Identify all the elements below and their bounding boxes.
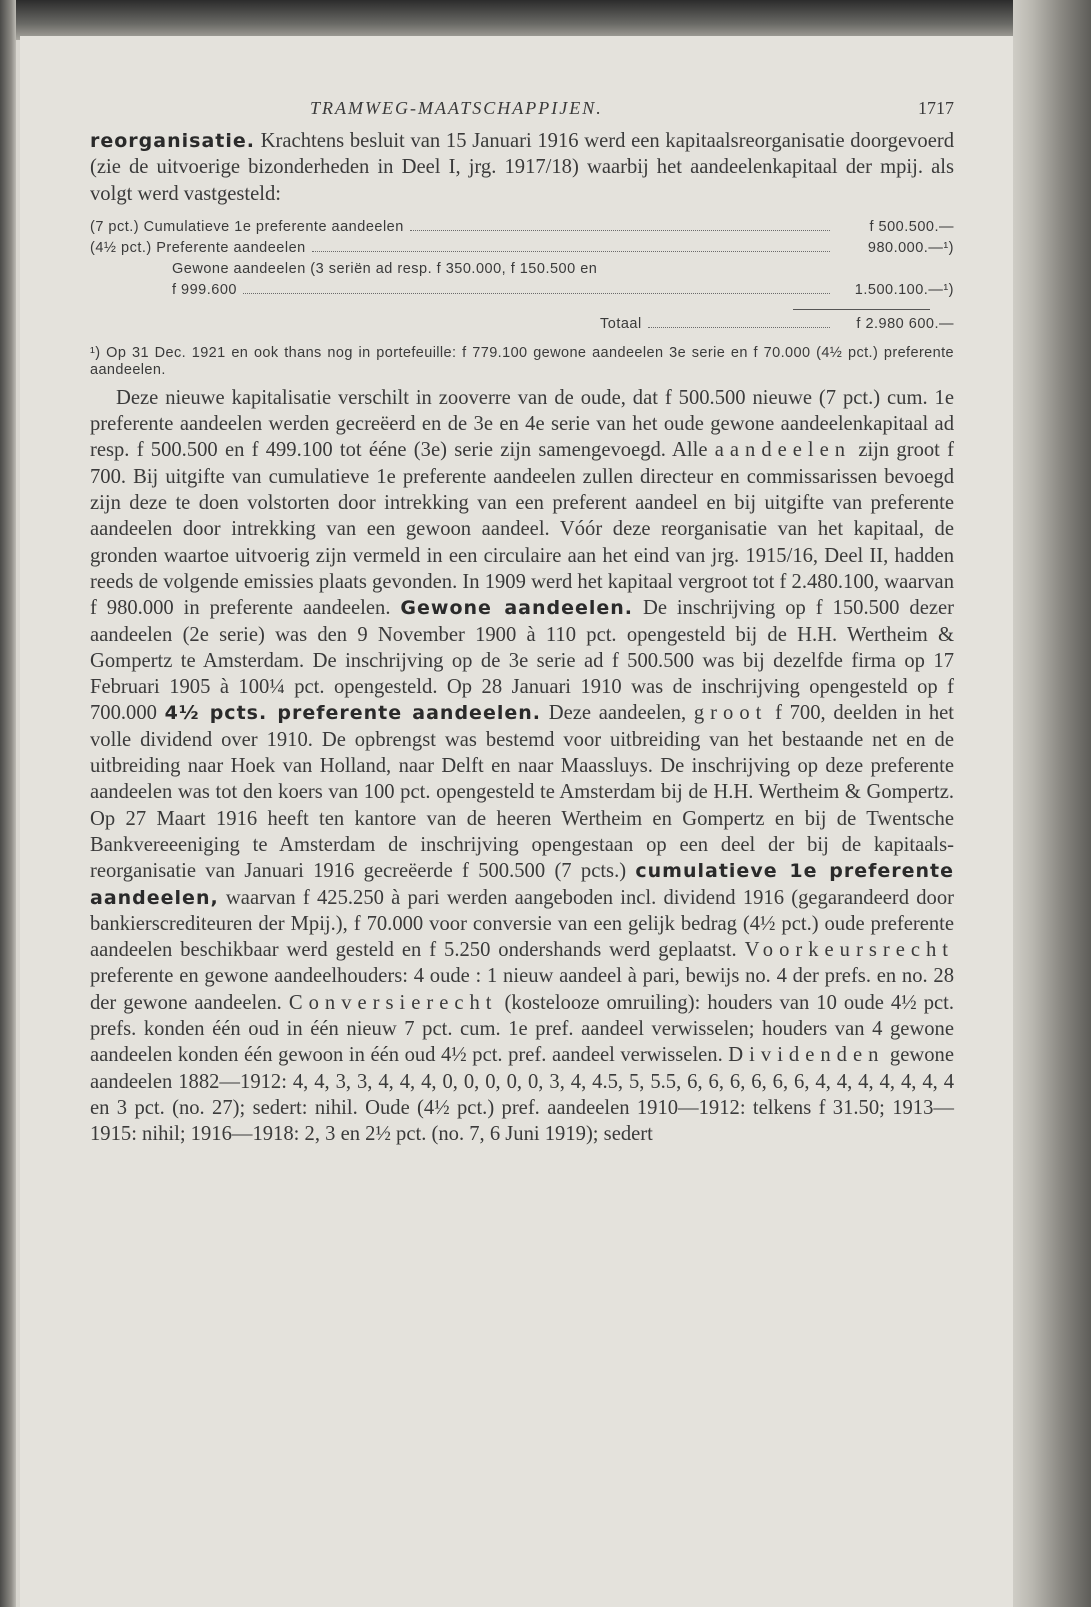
row-label: (4½ pct.) Preferente aandeelen bbox=[90, 239, 306, 256]
row-label: (7 pct.) Cumulatieve 1e preferente aandeelen bbox=[90, 218, 404, 235]
bold-heading: 4½ pcts. preferente aandeelen. bbox=[164, 702, 541, 725]
row-amount: 980.000.—¹) bbox=[867, 239, 954, 256]
leader-dots bbox=[410, 230, 830, 231]
row-amount: 1.500.100.—¹) bbox=[854, 281, 954, 298]
page-content bbox=[90, 92, 954, 1148]
spaced-term: Voorkeursrecht bbox=[744, 939, 954, 962]
capital-table bbox=[90, 217, 954, 335]
body-text: zijn groot f 700. Bij uitgifte van cumulatieve 1e preferente aandeelen zullen directeur en commissarissen bevoegd zijn deze te doen volstorten door intrekking van een preferent aandeel en bij uitgifte van preferente aandeelen door intrekking van een gewoon aandeel. Vóór deze reorganisatie van het kapitaal, de gronden waartoe uitvoerig zijn vermeld in een circulaire aan het eind van jrg. 1915/16, Deel II, hadden reeds de volgende emissies plaats gevonden. In 1909 werd het kapitaal vergroot tot f 2.480.100, waarvan f 980.000 in preferente aandeelen. bbox=[90, 439, 954, 620]
leader-dots bbox=[243, 293, 830, 294]
intro-text: Krachtens besluit van 15 Januari 1916 werd een kapitaalsreorganisatie doorgevoerd (zie de uitvoerige bizonderheden in Deel I, jrg. 1917/18) waarbij het aandeelenkapitaal der mpij. als volgt werd vastgesteld: bbox=[90, 130, 954, 205]
total-row bbox=[600, 314, 954, 335]
body-text: De inschrijving op f 150.500 dezer aandeelen (2e serie) was den 9 November 1900 à 110 pct. opengesteld bij de H.H. Wertheim & Gompertz te Amsterdam. De inschrijving op de 3e serie ad f 500.500 was bij dezelfde firma op 17 Februari 1905 à 100¼ pct. opengesteld. Op 28 Januari 1910 was de inschrijving opengesteld op f 700.000 bbox=[90, 597, 954, 725]
book-binding-right bbox=[1013, 0, 1091, 1607]
intro-paragraph bbox=[90, 128, 954, 207]
table-row bbox=[90, 238, 954, 259]
leader-dots bbox=[648, 327, 830, 328]
gewone-line-1: Gewone aandeelen (3 seriën ad resp. f 350.000, f 150.500 en bbox=[172, 260, 598, 277]
spaced-term: groot bbox=[693, 702, 768, 725]
footnote: ¹) Op 31 Dec. 1921 en ook thans nog in portefeuille: f 779.100 gewone aandeelen 3e serie en f 70.000 (4½ pct.) preferente aandeelen. bbox=[90, 344, 954, 378]
scanned-page bbox=[20, 36, 1013, 1607]
body-text: Deze nieuwe kapitalisatie verschilt in zooverre van de oude, dat f 500.500 nieuwe (7 pct.) cum. 1e preferente aandeelen werden gecreëerd en de 3e en 4e serie van het oude gewone aandeelenkapitaal ad resp. f 500.500 en f 499.100 tot ééne (3e) serie zijn samengevoegd. Alle bbox=[90, 386, 954, 462]
total-rule bbox=[793, 309, 930, 310]
book-binding-top bbox=[0, 0, 1091, 40]
body-text: f 700, deelden in het volle dividend over 1910. De opbrengst was bestemd voor uitbreiding van het bestaande net en de uitbreiding naar Hoek van Holland, naar Delft en naar Maassluys. De inschrijving op deze preferente aandeelen was tot den koers van 100 pct. opengesteld te Amsterdam bij de H.H. Wertheim & Gompertz. Op 27 Maart 1916 heeft ten kantore van de heeren Wertheim en Gompertz en bij de Twentsche Bankvereeeniging te Amsterdam de inschrijving opengestaan op een deel der bij de kapitaals-reorganisatie van Januari 1916 gecreëerde f 500.500 (7 pcts.) bbox=[90, 702, 955, 883]
leader-dots bbox=[312, 251, 830, 252]
intro-lead: reorganisatie. bbox=[90, 130, 255, 152]
bold-heading: Gewone aandeelen. bbox=[400, 597, 634, 620]
running-head bbox=[110, 92, 954, 128]
bold-heading: cumulatieve 1e preferente aandeelen, bbox=[90, 860, 954, 909]
body-text: Deze aandeelen, bbox=[540, 702, 694, 725]
body-paragraph bbox=[90, 385, 954, 1148]
book-binding-left bbox=[0, 0, 16, 1607]
page-number: 1717 bbox=[918, 98, 954, 118]
table-row bbox=[90, 217, 954, 238]
spaced-term: aandeelen bbox=[714, 439, 852, 462]
body-text: preferente en gewone aandeelhouders: 4 oude : 1 nieuw aandeel à pari, bewijs no. 4 der prefs. en no. 28 der gewone aandeelen. bbox=[90, 965, 954, 1014]
row-amount: f 500.500.— bbox=[869, 218, 954, 235]
body-text: waarvan f 425.250 à pari werden aangeboden incl. dividend 1916 (gegarandeerd door bankierscrediteuren der Mpij.), f 70.000 voor conversie van een gelijk bedrag (4½ pct.) oude preferente aandeelen beschikbaar werd gesteld en f 5.250 ondershands werd geplaatst. bbox=[90, 886, 954, 962]
running-title: TRAMWEG-MAATSCHAPPIJEN. bbox=[310, 98, 603, 118]
spaced-term: Conversierecht bbox=[288, 991, 498, 1014]
table-row bbox=[90, 280, 954, 301]
body-text: gewone aandeelen 1882—1912: 4, 4, 3, 3, 4, 4, 4, 0, 0, 0, 0, 0, 3, 4, 4.5, 5, 5.5, 6, 6, 6, 6, 6, 6, 4, 4, 4, 4, 4, 4, 4 en 3 pct. (no. 27); sedert: nihil. Oude (4½ pct.) pref. aandeelen 1910—1912: telkens f 31.50; 1913—1915: nihil; 1916—1918: 2, 3 en 2½ pct. (no. 7, 6 Juni 1919); sedert bbox=[90, 1044, 954, 1146]
total-label: Totaal bbox=[600, 315, 642, 332]
gewone-line-2: f 999.600 bbox=[172, 281, 237, 298]
body-text: (kostelooze omruiling): houders van 10 oude 4½ pct. prefs. konden één oud in één nieuw 7 pct. cum. 1e pref. aandeel verwisselen; houders van 4 gewone aandeelen konden één gewoon in één oud 4½ pct. pref. aandeel verwisselen. bbox=[90, 991, 955, 1067]
total-amount: f 2.980 600.— bbox=[856, 315, 954, 332]
spaced-term: Dividenden bbox=[728, 1044, 885, 1067]
